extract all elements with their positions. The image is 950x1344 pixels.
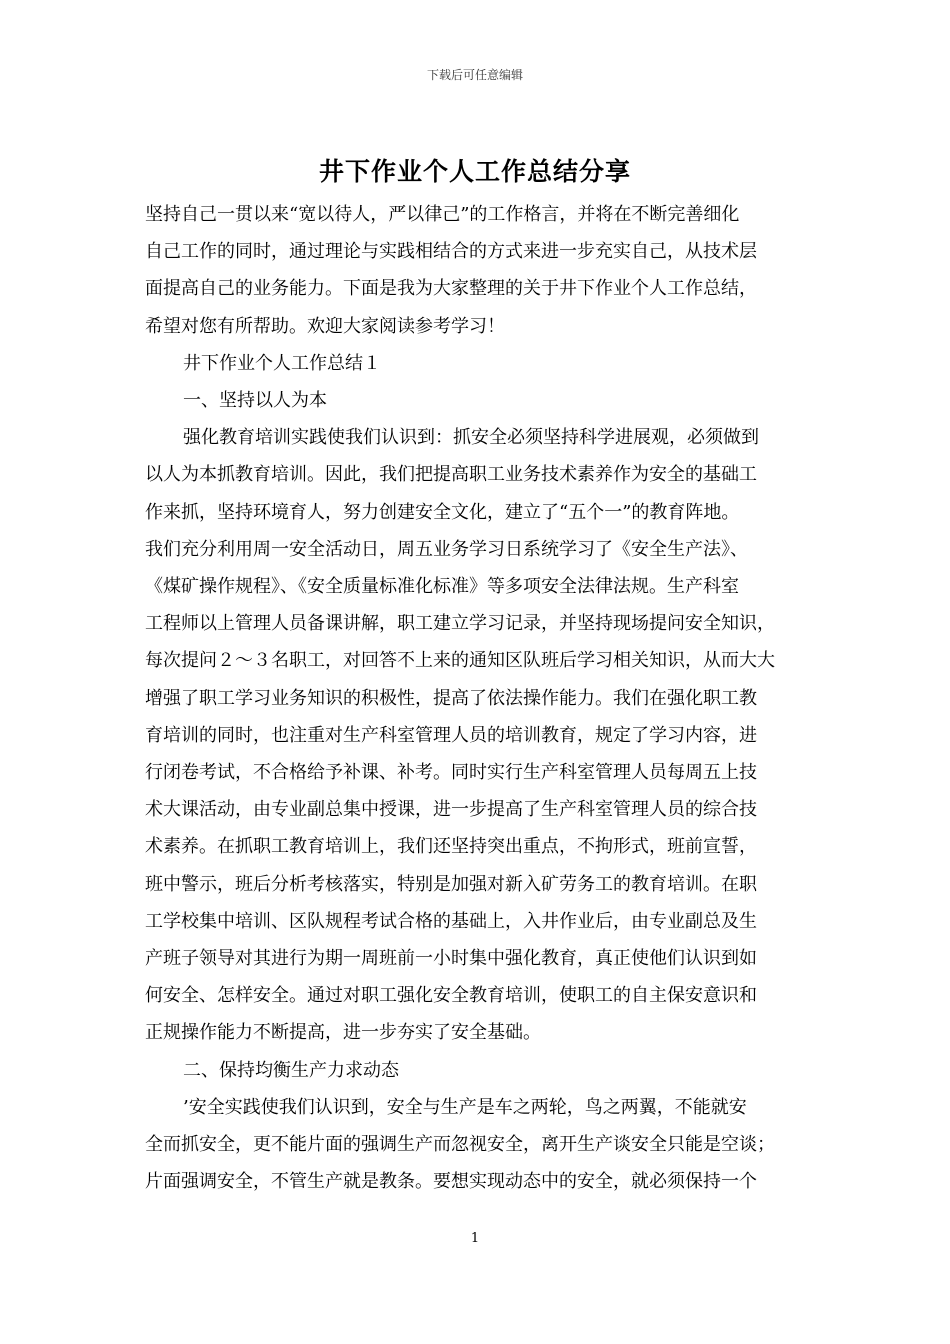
text-line: 全而抓安全，更不能片面的强调生产而忽视安全，离开生产谈安全只能是空谈； (145, 1134, 775, 1156)
text-line: 每次提问２～３名职工，对回答不上来的通知区队班后学习相关知识，从而大大 (145, 650, 775, 672)
text-line: 工学校集中培训、区队规程考试合格的基础上，入井作业后，由专业副总及生 (145, 910, 757, 932)
text-line: 井下作业个人工作总结１ (183, 352, 381, 374)
text-line: 片面强调安全，不管生产就是教条。要想实现动态中的安全，就必须保持一个 (145, 1171, 757, 1193)
text-line: 行闭卷考试，不合格给予补课、补考。同时实行生产科室管理人员每周五上技 (145, 762, 757, 784)
text-line: ’安全实践使我们认识到，安全与生产是车之两轮，鸟之两翼，不能就安 (183, 1096, 747, 1118)
text-line: 术素养。在抓职工教育培训上，我们还坚持突出重点，不拘形式，班前宣誓， (145, 836, 757, 858)
text-line: 自己工作的同时，通过理论与实践相结合的方式来进一步充实自己，从技术层 (145, 241, 757, 263)
text-line: 术大课活动，由专业副总集中授课，进一步提高了生产科室管理人员的综合技 (145, 799, 757, 821)
text-line: 增强了职工学习业务知识的积极性，提高了依法操作能力。我们在强化职工教 (145, 687, 757, 709)
text-line: 《煤矿操作规程》、《安全质量标准化标准》等多项安全法律法规。生产科室 (145, 576, 739, 598)
text-line: 何安全、怎样安全。通过对职工强化安全教育培训，使职工的自主保安意识和 (145, 985, 757, 1007)
text-line: 一、坚持以人为本 (183, 390, 327, 412)
text-line: 我们充分利用周一安全活动日，周五业务学习日系统学习了《安全生产法》、 (145, 538, 748, 560)
text-line: 坚持自己一贯以来“宽以待人，严以律己”的工作格言，并将在不断完善细化 (145, 204, 740, 225)
text-line: 二、保持均衡生产力求动态 (183, 1059, 399, 1081)
page-header: 下载后可任意编辑 (426, 68, 523, 82)
text-line: 希望对您有所帮助。欢迎大家阅读参考学习！ (145, 315, 505, 337)
document-body (145, 196, 821, 1200)
text-line: 以人为本抓教育培训。因此，我们把提高职工业务技术素养作为安全的基础工 (145, 464, 757, 486)
text-line: 作来抓，坚持环境育人，努力创建安全文化，建立了“五个一”的教育阵地。 (145, 501, 740, 523)
text-line: 产班子领导对其进行为期一周班前一小时集中强化教育，真正使他们认识到如 (145, 948, 757, 970)
text-line: 育培训的同时，也注重对生产科室管理人员的培训教育，规定了学习内容，进 (145, 724, 757, 746)
text-line: 正规操作能力不断提高，进一步夯实了安全基础。 (145, 1022, 541, 1044)
page-number: 1 (470, 1231, 480, 1246)
document-title: 井下作业个人工作总结分享 (318, 157, 631, 186)
text-line: 强化教育培训实践使我们认识到：抓安全必须坚持科学进展观，必须做到 (183, 427, 759, 449)
text-line: 班中警示，班后分析考核落实，特别是加强对新入矿劳务工的教育培训。在职 (145, 873, 757, 895)
text-line: 面提高自己的业务能力。下面是我为大家整理的关于井下作业个人工作总结， (145, 278, 757, 300)
text-line: 工程师以上管理人员备课讲解，职工建立学习记录，并坚持现场提问安全知识， (145, 613, 775, 635)
